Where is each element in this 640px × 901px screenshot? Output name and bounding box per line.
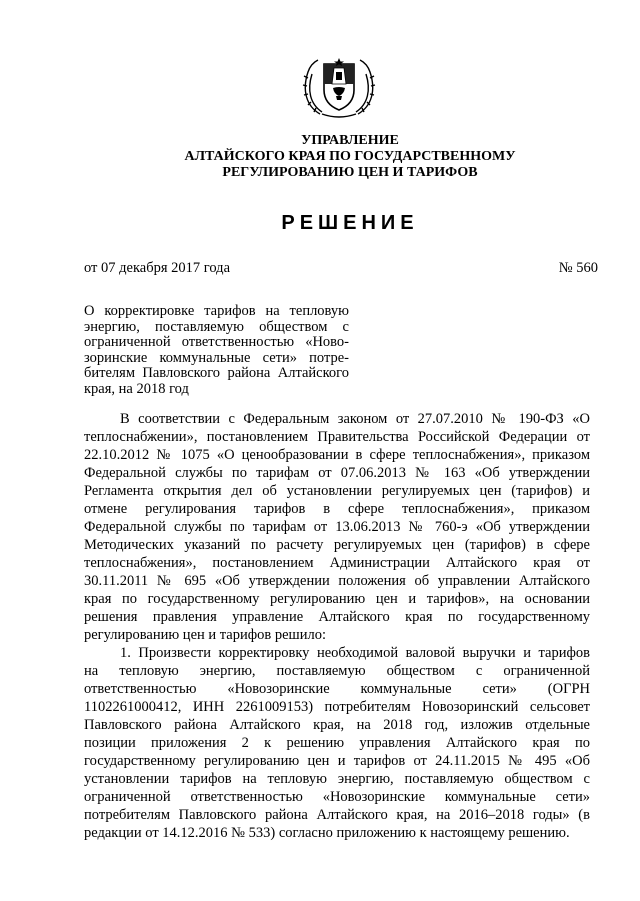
document-number: № 560 xyxy=(558,260,598,276)
authority-line: УПРАВЛЕНИЕ xyxy=(301,133,399,148)
body-line: края по государственному регулированию цен и тарифов», на основании xyxy=(84,591,590,607)
body-line: регулированию цен и тарифов решило: xyxy=(84,627,326,643)
body-line: 1102261000412, ИНН 2261009153) потребителям Новозоринский сельсовет xyxy=(84,699,590,715)
body-line: Методических указаний по расчету регулируемых цен (тарифов) в сфере xyxy=(84,537,590,553)
body-line: установлении тарифов на тепловую энергию, поставляемую обществом с xyxy=(84,771,590,787)
body-line: теплоснабжения», постановлением Администрации Алтайского края от xyxy=(84,555,590,571)
subject-line: бителям Павловского района Алтайского xyxy=(84,365,349,381)
body-line: решения правления управление Алтайского края по государственному xyxy=(84,609,590,625)
document-type-title: РЕШЕНИЕ xyxy=(281,212,419,234)
body-line: теплоснабжении», постановлением Правительства Российской Федерации от xyxy=(84,429,590,445)
coat-of-arms-emblem xyxy=(300,54,378,120)
body-line: ограниченной ответственностью «Новозоринские коммунальные сети» xyxy=(84,789,590,805)
body-line: В соответствии с Федеральным законом от 27.07.2010 № 190-ФЗ «О xyxy=(120,411,590,427)
body-line: позиции приложения 2 к решению управления Алтайского края по xyxy=(84,735,590,751)
body-line: Регламента открытия дел об установлении регулируемых цен (тарифов) и xyxy=(84,483,590,499)
subject-line: О корректировке тарифов на тепловую xyxy=(84,303,349,319)
subject-line: зоринские коммунальные сети» потре- xyxy=(84,349,349,366)
document-date: от 07 декабря 2017 года xyxy=(84,260,230,276)
subject-line: ограниченной ответственностью «Ново- xyxy=(84,334,349,350)
body-line: отмене регулирования тарифов в сфере теплоснабжения», приказом xyxy=(84,501,590,517)
subject-line: края, на 2018 год xyxy=(84,380,189,397)
body-line: ответственностью «Новозоринские коммунальные сети» (ОГРН xyxy=(84,681,590,697)
document-subject xyxy=(84,304,349,397)
body-line: Федеральной службы по тарифам от 13.06.2013 № 760-э «Об утверждении xyxy=(84,519,590,535)
body-line: на тепловую энергию, поставляемую обществом с ограниченной xyxy=(84,663,590,679)
authority-line: АЛТАЙСКОГО КРАЯ ПО ГОСУДАРСТВЕННОМУ xyxy=(184,149,516,164)
subject-line: энергию, поставляемую обществом с xyxy=(84,318,349,335)
body-line: Павловского района Алтайского края, на 2018 год, изложив отдельные xyxy=(84,717,590,733)
authority-line: РЕГУЛИРОВАНИЮ ЦЕН И ТАРИФОВ xyxy=(222,165,478,180)
body-line: потребителям Павловского района Алтайского края, на 2016–2018 годы» (в xyxy=(84,807,590,823)
body-line: 1. Произвести корректировку необходимой валовой выручки и тарифов xyxy=(120,645,590,661)
body-line: государственному регулированию цен и тарифов от 24.11.2015 № 495 «Об xyxy=(84,753,590,769)
document-body xyxy=(84,410,590,842)
body-line: редакции от 14.12.2016 № 533) согласно приложению к настоящему решению. xyxy=(84,825,570,841)
body-line: 30.11.2011 № 695 «Об утверждении положения об управлении Алтайского xyxy=(84,573,590,589)
body-line: Федеральной службы по тарифам от 07.06.2013 № 163 «Об утверждении xyxy=(84,465,590,481)
authority-name xyxy=(100,133,600,181)
body-line: 22.10.2012 № 1075 «О ценообразовании в сфере теплоснабжения», приказом xyxy=(84,447,590,463)
